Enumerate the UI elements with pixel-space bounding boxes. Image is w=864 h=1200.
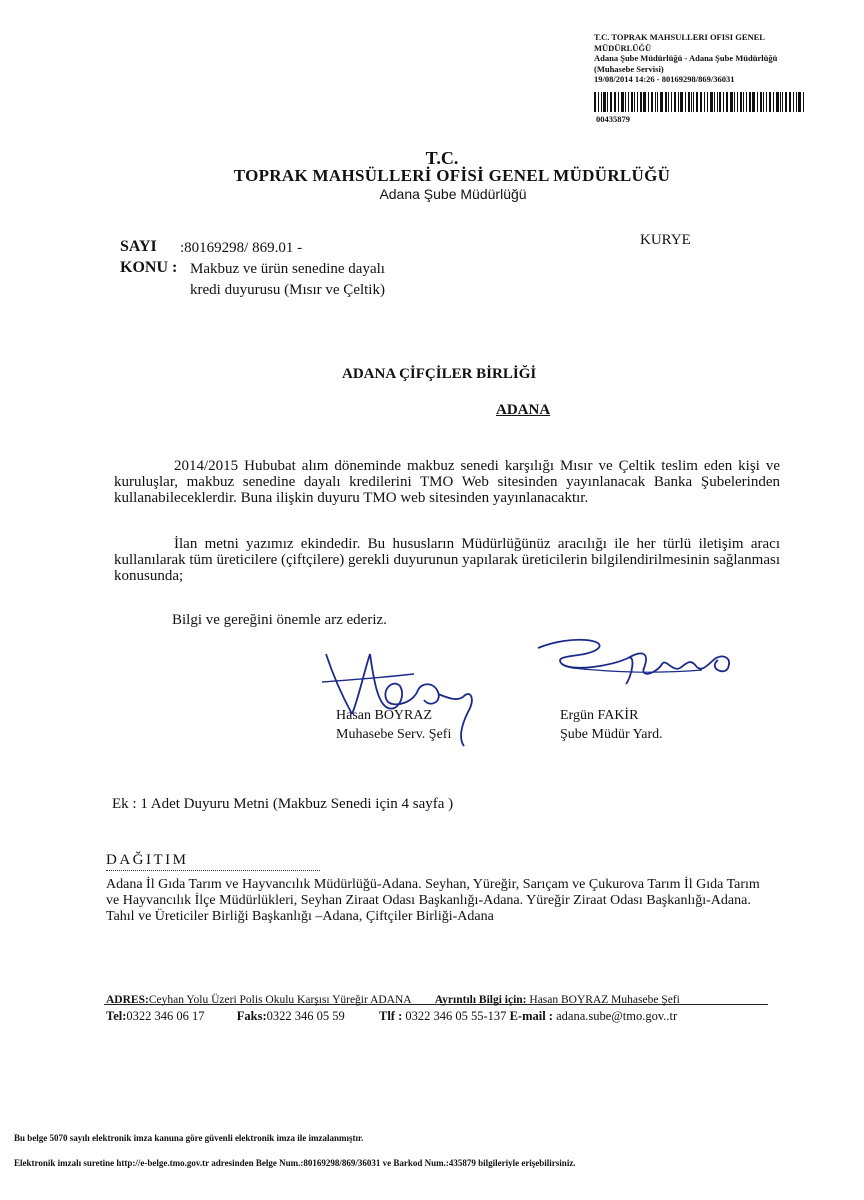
footer-contact-row: [106, 1009, 677, 1024]
barcode-bar: [643, 92, 646, 112]
body-paragraph: Bilgi ve gereğini önemle arz ederiz.: [172, 612, 387, 628]
handwritten-signature-2: [532, 628, 752, 698]
signatory-1: [336, 706, 451, 744]
barcode-bar: [685, 92, 686, 112]
signatory-2: [560, 706, 663, 744]
fax-label: Faks:: [236, 1009, 267, 1023]
barcode-bar: [719, 92, 721, 112]
barcode-bar: [700, 92, 702, 112]
tel-value: 0322 346 06 17: [126, 1009, 205, 1023]
distribution-divider: [106, 870, 320, 871]
konu-line: kredi duyurusu (Mısır ve Çeltik): [190, 282, 385, 298]
barcode-bar: [648, 92, 649, 112]
barcode-number: 00435879: [596, 114, 630, 124]
info-label: Ayrıntılı Bilgi için:: [434, 994, 527, 1006]
delivery-method: KURYE: [640, 232, 691, 248]
signatory-1-title: Muhasebe Serv. Şefi: [336, 727, 452, 742]
barcode-bar: [734, 92, 735, 112]
barcode-bar: [752, 92, 755, 112]
barcode-bar: [740, 92, 742, 112]
barcode-bar: [785, 92, 787, 112]
barcode-bar: [707, 92, 708, 112]
distribution-heading: DAĞITIM: [106, 852, 189, 868]
barcode-bar: [737, 92, 738, 112]
barcode: [594, 92, 808, 112]
header-country: T.C.: [425, 148, 459, 168]
barcode-bar: [693, 92, 694, 112]
barcode-bar: [674, 92, 676, 112]
info-value: Hasan BOYRAZ Muhasebe Şefi: [529, 994, 680, 1006]
fax-value: 0322 346 05 59: [266, 1009, 345, 1023]
barcode-bar: [749, 92, 751, 112]
email-label: E-mail :: [509, 1009, 553, 1023]
barcode-bar: [760, 92, 762, 112]
recipient-city: ADANA: [496, 402, 551, 418]
header-branch: Adana Şube Müdürlüğü: [379, 186, 527, 202]
barcode-bar: [743, 92, 744, 112]
barcode-bar: [618, 92, 619, 112]
barcode-bar: [634, 92, 635, 112]
barcode-bar: [789, 92, 791, 112]
stamp-line: Adana Şube Müdürlüğü - Adana Şube Müdürlüğü: [594, 53, 778, 63]
signatory-2-name: Ergün FAKİR: [560, 708, 639, 723]
barcode-bar: [793, 92, 794, 112]
barcode-bar: [625, 92, 626, 112]
konu-label: KONU :: [120, 259, 178, 276]
barcode-bar: [746, 92, 747, 112]
barcode-bar: [766, 92, 767, 112]
barcode-bar: [723, 92, 724, 112]
barcode-bar: [660, 92, 663, 112]
sayi-value: :80169298/ 869.01 -: [180, 240, 303, 256]
barcode-bar: [655, 92, 656, 112]
barcode-bar: [726, 92, 728, 112]
phone-value: 0322 346 05 55-137: [405, 1009, 507, 1023]
barcode-bar: [769, 92, 771, 112]
barcode-bar: [614, 92, 616, 112]
barcode-bar: [657, 92, 658, 112]
sayi-label: SAYI: [120, 238, 157, 255]
barcode-bar: [603, 92, 606, 112]
barcode-bar: [696, 92, 698, 112]
esign-note: Bu belge 5070 sayılı elektronik imza kanuna göre güvenli elektronik imza ile imzalanmıştır.: [14, 1133, 364, 1143]
barcode-bar: [780, 92, 781, 112]
attachment-note: Ek : 1 Adet Duyuru Metni (Makbuz Senedi için 4 sayfa ): [112, 796, 454, 812]
barcode-bar: [668, 92, 669, 112]
barcode-bar: [691, 92, 692, 112]
incoming-stamp: [594, 32, 824, 85]
barcode-bar: [678, 92, 679, 112]
recipient-name: ADANA ÇİFÇİLER BİRLİĞİ: [342, 366, 537, 382]
barcode-bar: [710, 92, 713, 112]
barcode-bar: [598, 92, 599, 112]
email-value: adana.sube@tmo.gov..tr: [556, 1009, 678, 1023]
distribution-list: Adana İl Gıda Tarım ve Hayvancılık Müdürlüğü-Adana. Seyhan, Yüreğir, Sarıçam ve Çukurova Tarım İl Gıda Tarım ve Hayvancılık İlçe Müdürlükleri, Seyhan Ziraat Odası Başkanlığı-Adana. Yüreğir Ziraat Odası Başkanlığı-Adana. Tahıl ve Üreticiler Birliği Başkanlığı –Adana, Çiftçiler Birliği-Adana: [106, 877, 760, 924]
barcode-bar: [637, 92, 638, 112]
barcode-bar: [680, 92, 683, 112]
signatory-2-title: Şube Müdür Yard.: [560, 727, 663, 742]
barcode-bar: [782, 92, 783, 112]
footer-rule: [104, 1004, 768, 1005]
stamp-line: MÜDÜRLÜĞÜ: [594, 42, 652, 53]
barcode-bar: [796, 92, 797, 112]
barcode-bar: [651, 92, 653, 112]
barcode-bar: [601, 92, 602, 112]
barcode-bar: [773, 92, 774, 112]
barcode-bar: [757, 92, 758, 112]
address-label: ADRES:: [106, 994, 149, 1006]
body-paragraph: İlan metni yazımız ekindedir. Bu hususların Müdürlüğünüz aracılığı ile her türlü iletişim aracı kullanılarak tüm üreticilere (çiftçilere) gerekli duyurunun yapılarak üreticilerin bilgilendirilmesinin sağlanması konusunda;: [114, 536, 781, 584]
barcode-bar: [621, 92, 624, 112]
stamp-line: T.C. TOPRAK MAHSULLERI OFISI GENEL: [594, 32, 765, 42]
phone-label: Tlf :: [379, 1009, 403, 1023]
barcode-bar: [704, 92, 705, 112]
barcode-bar: [631, 92, 633, 112]
signatory-1-name: Hasan BOYRAZ: [336, 708, 433, 723]
address-value: Ceyhan Yolu Üzeri Polis Okulu Karşısı Yüreğir ADANA: [148, 994, 411, 1006]
barcode-bar: [594, 92, 596, 112]
barcode-bar: [610, 92, 612, 112]
barcode-bar: [671, 92, 672, 112]
barcode-bar: [665, 92, 667, 112]
barcode-bar: [776, 92, 779, 112]
barcode-bar: [688, 92, 690, 112]
barcode-bar: [628, 92, 629, 112]
stamp-line: (Muhasebe Servisi): [594, 63, 664, 74]
esign-verify-note: Elektronik imzalı suretine http://e-belge.tmo.gov.tr adresinden Belge Num.:80169298/869/36031 ve Barkod Num.:435879 bilgileriyle erişebilirsiniz.: [14, 1158, 576, 1168]
barcode-bar: [607, 92, 608, 112]
header-organization: TOPRAK MAHSÜLLERİ OFİSİ GENEL MÜDÜRLÜĞÜ: [233, 166, 671, 185]
barcode-bar: [803, 92, 804, 112]
barcode-bar: [640, 92, 642, 112]
barcode-bar: [714, 92, 715, 112]
barcode-bar: [730, 92, 733, 112]
tel-label: Tel:: [106, 1009, 127, 1023]
stamp-date-line: 19/08/2014 14:26 - 80169298/869/36031: [594, 74, 735, 84]
barcode-bar: [763, 92, 764, 112]
body-paragraph: 2014/2015 Hububat alım döneminde makbuz senedi karşılığı Mısır ve Çeltik teslim eden kişi ve kuruluşlar, makbuz senedine dayalı kredilerini TMO Web sitesinden yayınlanacak Banka Şubelerinden kullanabileceklerdir. Buna ilişkin duyuru TMO web sitesinden yayınlanacaktır.: [114, 458, 780, 506]
konu-line: Makbuz ve ürün senedine dayalı: [190, 261, 385, 277]
barcode-bar: [798, 92, 801, 112]
barcode-bar: [717, 92, 718, 112]
